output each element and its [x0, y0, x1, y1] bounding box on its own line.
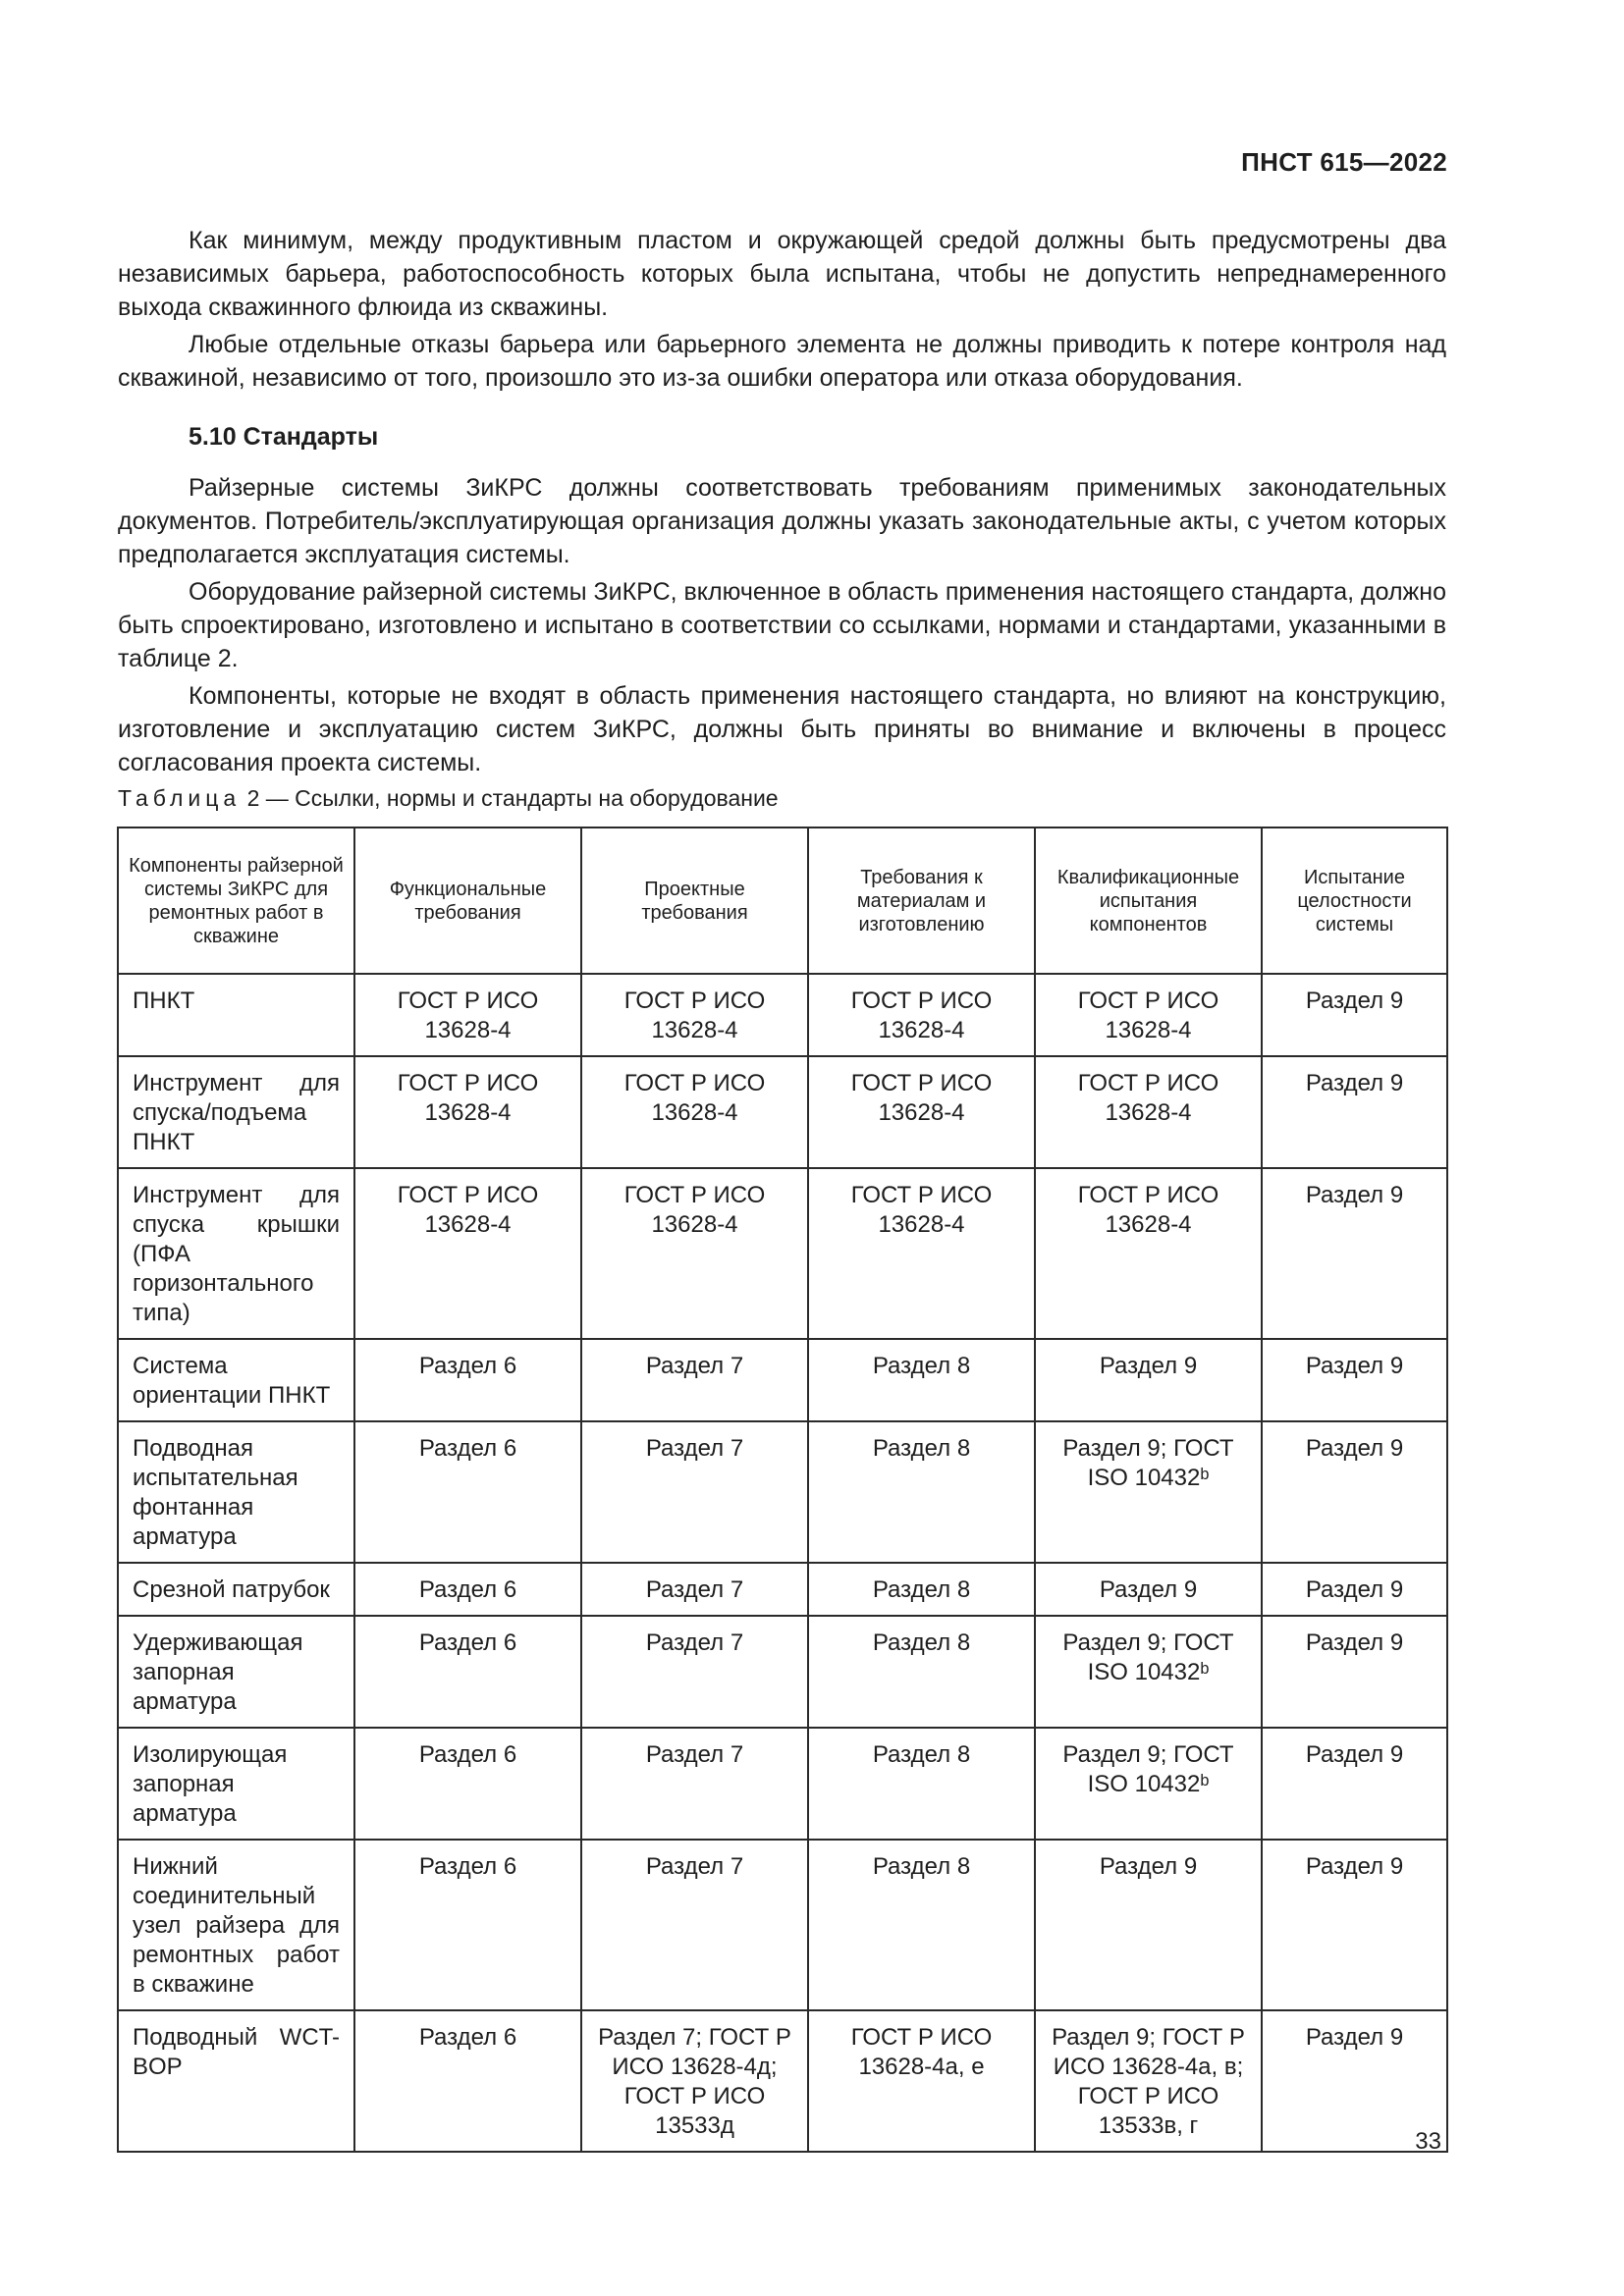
requirement-cell: ГОСТ Р ИСО 13628-4	[354, 1056, 581, 1168]
requirement-cell: Раздел 9	[1035, 1339, 1262, 1421]
requirement-cell: Раздел 9	[1035, 1840, 1262, 2010]
requirement-cell: Раздел 6	[354, 1421, 581, 1563]
requirement-cell: Раздел 8	[808, 1840, 1035, 2010]
requirement-cell: ГОСТ Р ИСО 13628-4	[1035, 974, 1262, 1056]
section-heading: 5.10 Стандарты	[189, 423, 379, 451]
requirement-cell: Раздел 9	[1262, 1168, 1447, 1339]
requirement-cell: ГОСТ Р ИСО 13628-4	[808, 974, 1035, 1056]
requirement-cell: Раздел 9; ГОСТ ISO 10432ᵇ	[1035, 1616, 1262, 1728]
requirement-cell: Раздел 9	[1262, 1840, 1447, 2010]
requirement-cell: Раздел 9	[1262, 1421, 1447, 1563]
requirement-cell: Раздел 9; ГОСТ ISO 10432ᵇ	[1035, 1421, 1262, 1563]
table-header-row	[118, 828, 1447, 974]
table-row	[118, 1840, 1447, 2010]
requirement-cell: Раздел 8	[808, 1728, 1035, 1840]
requirement-cell: Раздел 7	[581, 1840, 808, 2010]
header-qualification: Квалификационные испытания компонентов	[1035, 828, 1262, 974]
table-caption-label: Таблица	[118, 785, 242, 811]
requirement-cell: Раздел 6	[354, 1563, 581, 1616]
component-cell: Инструмент для спуска/подъема ПНКТ	[118, 1056, 354, 1168]
table-row	[118, 1339, 1447, 1421]
component-cell: Система ориентации ПНКТ	[118, 1339, 354, 1421]
requirement-cell: Раздел 6	[354, 2010, 581, 2152]
page-number: 33	[1415, 2128, 1441, 2155]
component-cell: ПНКТ	[118, 974, 354, 1056]
table-row	[118, 1563, 1447, 1616]
requirement-cell: Раздел 6	[354, 1616, 581, 1728]
requirement-cell: Раздел 9	[1262, 1616, 1447, 1728]
requirement-cell: ГОСТ Р ИСО 13628-4	[354, 974, 581, 1056]
component-cell: Подводная испытательная фонтанная арматура	[118, 1421, 354, 1563]
table-row	[118, 1421, 1447, 1563]
table-caption	[118, 785, 779, 812]
table-caption-text: 2 — Ссылки, нормы и стандарты на оборудование	[246, 785, 779, 811]
requirement-cell: Раздел 9	[1262, 974, 1447, 1056]
header-design: Проектные требования	[581, 828, 808, 974]
requirement-cell: ГОСТ Р ИСО 13628-4	[808, 1168, 1035, 1339]
table-row	[118, 1168, 1447, 1339]
requirement-cell: ГОСТ Р ИСО 13628-4а, е	[808, 2010, 1035, 2152]
requirement-cell: ГОСТ Р ИСО 13628-4	[1035, 1168, 1262, 1339]
body-text	[118, 224, 1446, 779]
requirement-cell: Раздел 9	[1262, 1339, 1447, 1421]
component-cell: Изолирующая запорная арматура	[118, 1728, 354, 1840]
requirement-cell: Раздел 8	[808, 1563, 1035, 1616]
requirement-cell: Раздел 9	[1262, 1563, 1447, 1616]
requirement-cell: Раздел 7	[581, 1563, 808, 1616]
header-functional: Функциональные требования	[354, 828, 581, 974]
paragraph: Как минимум, между продуктивным пластом и окружающей средой должны быть предусмотрены два независимых барьера, работоспособность которых была испытана, чтобы не допустить непреднамеренного выхода скважинного флюида из скважины.	[118, 227, 1446, 321]
paragraph: Райзерные системы ЗиКРС должны соответствовать требованиям применимых законодательных документов. Потребитель/эксплуатирующая организация должны указать законодательные акты, с учетом которых предполагается эксплуатация системы.	[118, 474, 1446, 568]
requirement-cell: Раздел 7	[581, 1728, 808, 1840]
paragraph: Оборудование райзерной системы ЗиКРС, включенное в область применения настоящего стандарта, должно быть спроектировано, изготовлено и испытано в соответствии со ссылками, нормами и стандартами, указанными в таблице 2.	[118, 578, 1446, 672]
table-row	[118, 1616, 1447, 1728]
requirement-cell: Раздел 9	[1262, 2010, 1447, 2152]
requirement-cell: ГОСТ Р ИСО 13628-4	[808, 1056, 1035, 1168]
requirement-cell: ГОСТ Р ИСО 13628-4	[581, 974, 808, 1056]
requirement-cell: Раздел 7; ГОСТ Р ИСО 13628-4д; ГОСТ Р ИСО 13533д	[581, 2010, 808, 2152]
paragraph: Компоненты, которые не входят в область применения настоящего стандарта, но влияют на конструкцию, изготовление и эксплуатацию систем ЗиКРС, должны быть приняты во внимание и включены в процесс согласования проекта системы.	[118, 682, 1446, 776]
paragraph: Любые отдельные отказы барьера или барьерного элемента не должны приводить к потере контроля над скважиной, независимо от того, произошло это из-за ошибки оператора или отказа оборудования.	[118, 331, 1446, 392]
requirement-cell: Раздел 8	[808, 1421, 1035, 1563]
requirement-cell: Раздел 9; ГОСТ ISO 10432ᵇ	[1035, 1728, 1262, 1840]
requirements-table	[117, 827, 1448, 2153]
requirement-cell: ГОСТ Р ИСО 13628-4	[581, 1056, 808, 1168]
requirement-cell: Раздел 9; ГОСТ Р ИСО 13628-4а, в; ГОСТ Р ИСО 13533в, г	[1035, 2010, 1262, 2152]
requirement-cell: ГОСТ Р ИСО 13628-4	[1035, 1056, 1262, 1168]
header-materials: Требования к материалам и изготовлению	[808, 828, 1035, 974]
table-row	[118, 1728, 1447, 1840]
requirement-cell: Раздел 6	[354, 1728, 581, 1840]
requirement-cell: Раздел 9	[1262, 1056, 1447, 1168]
requirement-cell: ГОСТ Р ИСО 13628-4	[581, 1168, 808, 1339]
requirement-cell: ГОСТ Р ИСО 13628-4	[354, 1168, 581, 1339]
header-integrity: Испытание целостности системы	[1262, 828, 1447, 974]
requirement-cell: Раздел 8	[808, 1616, 1035, 1728]
requirement-cell: Раздел 9	[1262, 1728, 1447, 1840]
header-component: Компоненты райзерной системы ЗиКРС для ремонтных работ в скважине	[118, 828, 354, 974]
requirement-cell: Раздел 7	[581, 1339, 808, 1421]
table-row	[118, 1056, 1447, 1168]
component-cell: Срезной патрубок	[118, 1563, 354, 1616]
component-cell: Инструмент для спуска крышки (ПФА горизонтального типа)	[118, 1168, 354, 1339]
component-cell: Нижний соединительный узел райзера для ремонтных работ в скважине	[118, 1840, 354, 2010]
component-cell: Удерживающая запорная арматура	[118, 1616, 354, 1728]
requirement-cell: Раздел 7	[581, 1616, 808, 1728]
component-cell: Подводный WCT-BOP	[118, 2010, 354, 2152]
document-code: ПНСТ 615—2022	[1241, 147, 1447, 177]
table-row	[118, 2010, 1447, 2152]
requirement-cell: Раздел 8	[808, 1339, 1035, 1421]
table-row	[118, 974, 1447, 1056]
requirement-cell: Раздел 9	[1035, 1563, 1262, 1616]
requirement-cell: Раздел 6	[354, 1339, 581, 1421]
requirement-cell: Раздел 7	[581, 1421, 808, 1563]
requirement-cell: Раздел 6	[354, 1840, 581, 2010]
